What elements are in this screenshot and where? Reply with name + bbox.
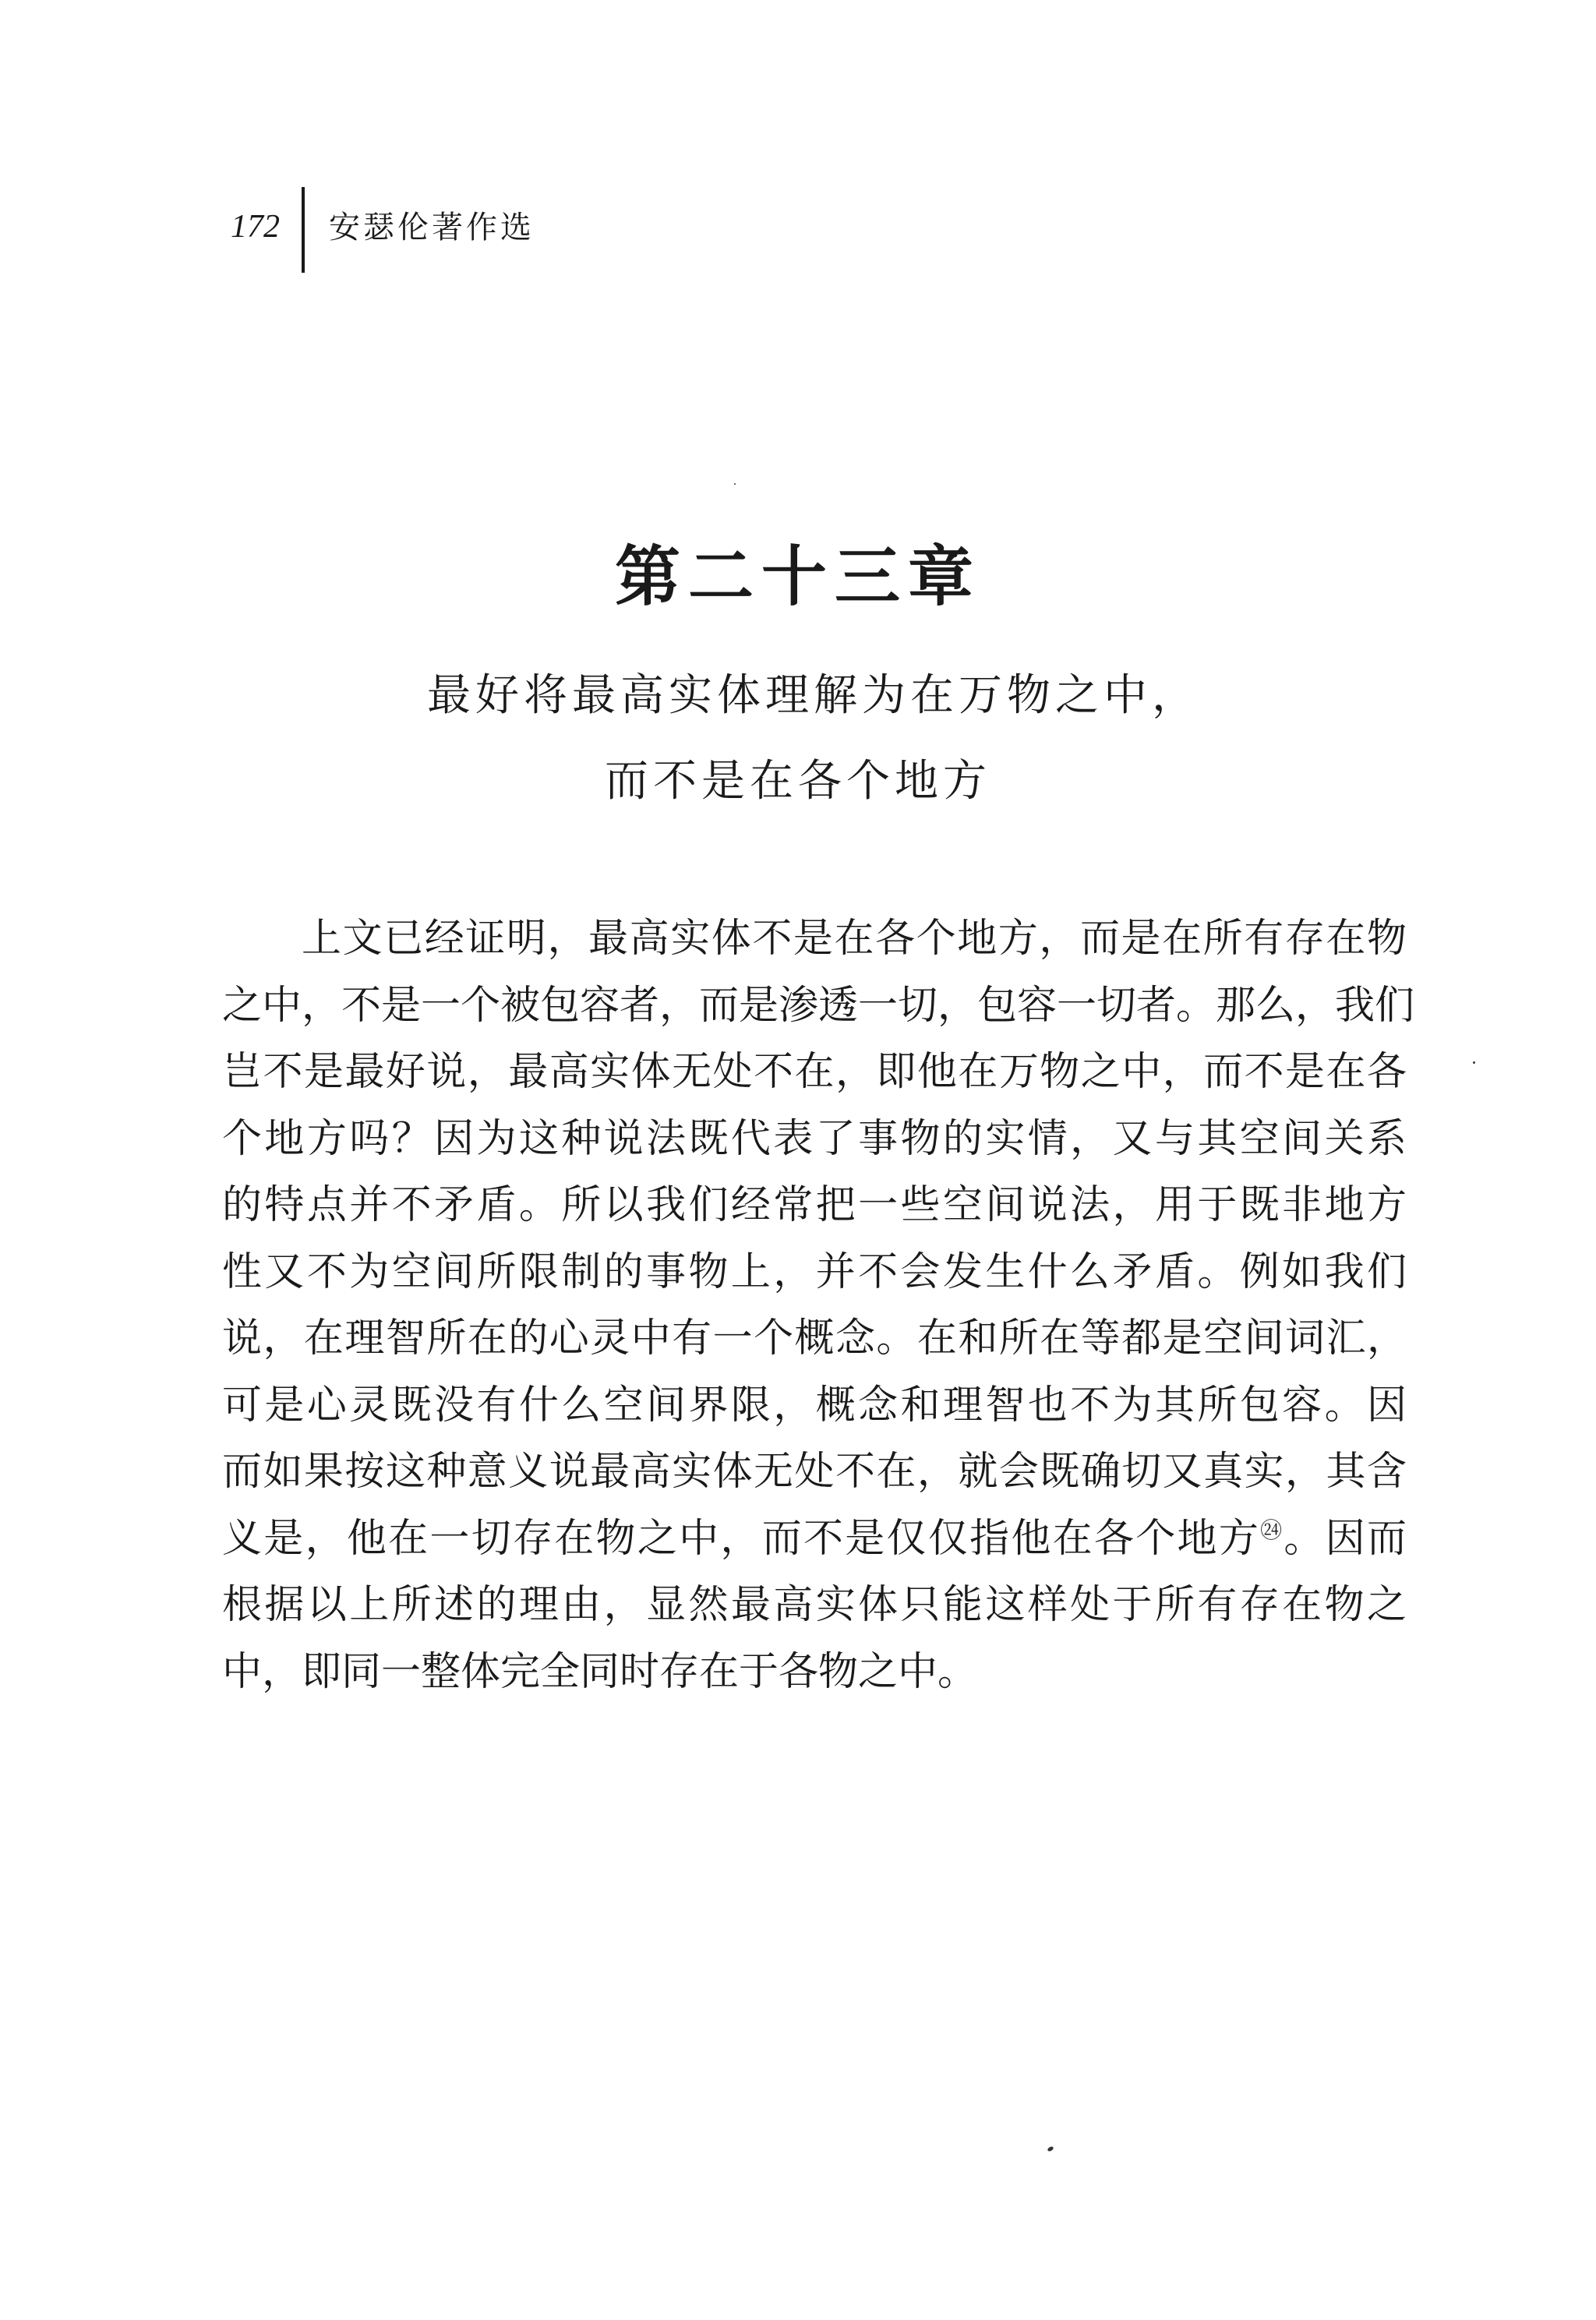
book-title: 安瑟伦著作选 (329, 210, 535, 245)
body-line: 的特点并不矛盾。所以我们经常把一些空间说法，用于既非地方 (222, 1182, 1407, 1228)
body-line: 中，即同一整体完全同时存在于各物之中。 (222, 1648, 978, 1695)
chapter-subtitle-line-2: 而不是在各个地方 (605, 756, 991, 807)
footnote-marker: ㉔ (1260, 1517, 1284, 1543)
chapter-subtitle-line-1: 最好将最高实体理解为在万物之中， (427, 670, 1200, 721)
body-line: 可是心灵既没有什么空间界限，概念和理智也不为其所包容。因 (222, 1382, 1407, 1428)
page-number: 172 (231, 209, 280, 245)
body-line: 上文已经证明，最高实体不是在各个地方，而是在所有存在物 (302, 916, 1407, 962)
body-line-with-footnote (222, 1506, 1407, 1573)
body-paragraph (222, 906, 1415, 1705)
body-line: 性又不为空间所限制的事物上，并不会发生什么矛盾。例如我们 (222, 1248, 1407, 1295)
header-divider (302, 187, 305, 273)
body-line: 个地方吗？因为这种说法既代表了事物的实情，又与其空间关系 (222, 1115, 1407, 1162)
body-line: 说，在理智所在的心灵中有一个概念。在和所在等都是空间词汇， (222, 1315, 1407, 1361)
scan-speck (1047, 2145, 1054, 2152)
scan-speck (734, 483, 736, 485)
body-line: 根据以上所述的理由，显然最高实体只能这样处于所有存在物之 (222, 1582, 1407, 1628)
body-line: 之中，不是一个被包容者，而是渗透一切，包容一切者。那么，我们 (222, 982, 1415, 1029)
chapter-title: 第二十三章 (614, 538, 981, 615)
body-line: 岂不是最好说，最高实体无处不在，即他在万物之中，而不是在各 (222, 1049, 1407, 1095)
body-line-text: 义是，他在一切存在物之中，而不是仅仅指他在各个地方 (222, 1515, 1261, 1562)
body-line: 而如果按这种意义说最高实体无处不在，就会既确切又真实，其含 (222, 1449, 1407, 1495)
body-line-tail: 。因而 (1284, 1515, 1407, 1562)
scan-speck (1473, 1061, 1475, 1064)
